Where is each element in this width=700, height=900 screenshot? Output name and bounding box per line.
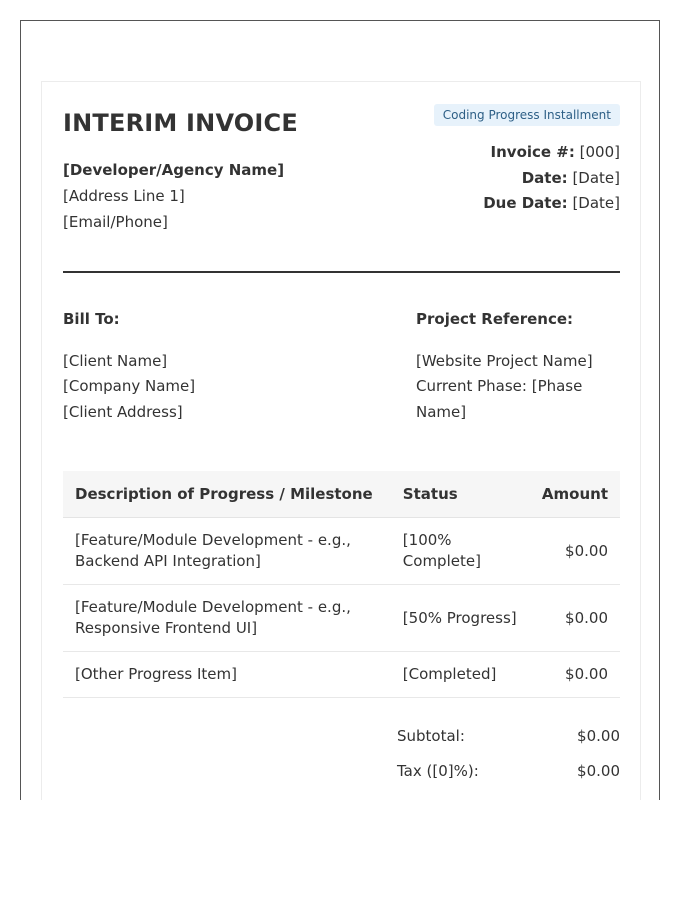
project-name: [Website Project Name] xyxy=(416,351,593,370)
row-description: [Feature/Module Development - e.g., Responsive Frontend UI] xyxy=(63,585,391,652)
installment-badge: Coding Progress Installment xyxy=(434,104,620,126)
current-phase: Current Phase: [Phase Name] xyxy=(416,377,583,421)
subtotal-value: $0.00 xyxy=(577,727,620,745)
row-description: [Other Progress Item] xyxy=(63,652,391,698)
invoice-number-label: Invoice #: xyxy=(490,143,575,161)
page-frame xyxy=(20,20,660,800)
table-row xyxy=(63,585,620,652)
tax-value: $0.00 xyxy=(577,762,620,780)
invoice-document xyxy=(41,81,641,800)
sender-section xyxy=(63,104,298,235)
project-reference-section xyxy=(416,307,620,425)
sender-address: [Address Line 1] xyxy=(63,187,185,205)
client-address: [Client Address] xyxy=(63,402,183,421)
bill-to-heading: Bill To: xyxy=(63,310,120,328)
row-status: [50% Progress] xyxy=(391,585,530,652)
project-reference-heading: Project Reference: xyxy=(416,310,574,328)
due-date-line xyxy=(434,191,620,217)
sender-contact: [Email/Phone] xyxy=(63,213,168,231)
due-date-value: [Date] xyxy=(572,194,620,212)
tax-line xyxy=(397,761,620,796)
row-amount: $0.00 xyxy=(530,518,620,585)
client-name: [Client Name] xyxy=(63,351,168,370)
totals-section xyxy=(397,726,620,796)
line-items-table xyxy=(63,471,620,698)
bill-to-section xyxy=(63,307,195,425)
header-divider xyxy=(63,271,620,273)
invoice-meta-lines xyxy=(434,140,620,217)
row-description: [Feature/Module Development - e.g., Backend API Integration] xyxy=(63,518,391,585)
row-amount: $0.00 xyxy=(530,585,620,652)
due-date-label: Due Date: xyxy=(483,194,568,212)
column-header-description: Description of Progress / Milestone xyxy=(63,471,391,518)
row-status: [100% Complete] xyxy=(391,518,530,585)
row-amount: $0.00 xyxy=(530,652,620,698)
invoice-number-value: [000] xyxy=(579,143,620,161)
invoice-header xyxy=(63,104,620,235)
table-row xyxy=(63,652,620,698)
subtotal-line xyxy=(397,726,620,761)
invoice-date-label: Date: xyxy=(521,168,568,187)
invoice-number-line xyxy=(434,140,620,166)
sender-name: [Developer/Agency Name] xyxy=(63,161,285,179)
company-name: [Company Name] xyxy=(63,377,196,395)
subtotal-label: Subtotal: xyxy=(397,727,465,745)
invoice-title: INTERIM INVOICE xyxy=(63,109,298,137)
parties-section xyxy=(63,307,620,425)
tax-label: Tax ([0]%): xyxy=(397,762,479,780)
table-header-row xyxy=(63,471,620,518)
sender-details xyxy=(63,157,298,235)
table-row xyxy=(63,518,620,585)
invoice-meta xyxy=(434,104,620,217)
invoice-date-value: [Date] xyxy=(572,168,620,187)
row-status: [Completed] xyxy=(391,652,530,698)
column-header-amount: Amount xyxy=(530,471,620,518)
table-body xyxy=(63,518,620,698)
column-header-status: Status xyxy=(391,471,530,518)
table-header xyxy=(63,471,620,518)
invoice-date-line xyxy=(434,166,620,192)
